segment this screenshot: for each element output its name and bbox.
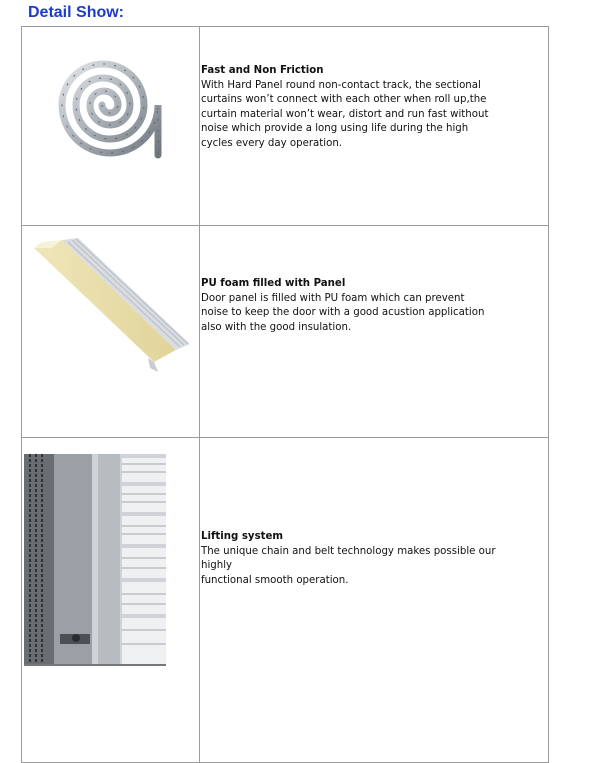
feature-description: With Hard Panel round non-contact track, the sectional curtains won’t connect with each other when roll up,the curtain material won’t wear, distort and run fast without noise which provide a long using life during the high cycles every day operation. xyxy=(201,79,489,149)
feature-image-cell xyxy=(22,27,200,226)
feature-image-cell xyxy=(22,226,200,438)
feature-row xyxy=(22,438,549,763)
feature-title: Lifting system xyxy=(201,531,284,542)
spiral-track-image xyxy=(22,27,199,225)
lifting-system-image xyxy=(22,438,199,762)
feature-description: Door panel is filled with PU foam which can prevent noise to keep the door with a good acustion application also with the good insulation. xyxy=(201,292,485,333)
feature-text-cell xyxy=(200,226,549,438)
feature-text-cell xyxy=(200,438,549,763)
feature-title: PU foam filled with Panel xyxy=(201,278,346,289)
foam-panel-image xyxy=(22,226,199,437)
feature-row xyxy=(22,226,549,438)
feature-image-cell xyxy=(22,438,200,763)
page-heading: Detail Show: xyxy=(28,4,125,21)
detail-table xyxy=(21,26,549,763)
feature-description: The unique chain and belt technology makes possible our highly functional smooth operation. xyxy=(201,545,496,586)
feature-row xyxy=(22,27,549,226)
feature-title: Fast and Non Friction xyxy=(201,65,324,76)
feature-text-cell xyxy=(200,27,549,226)
